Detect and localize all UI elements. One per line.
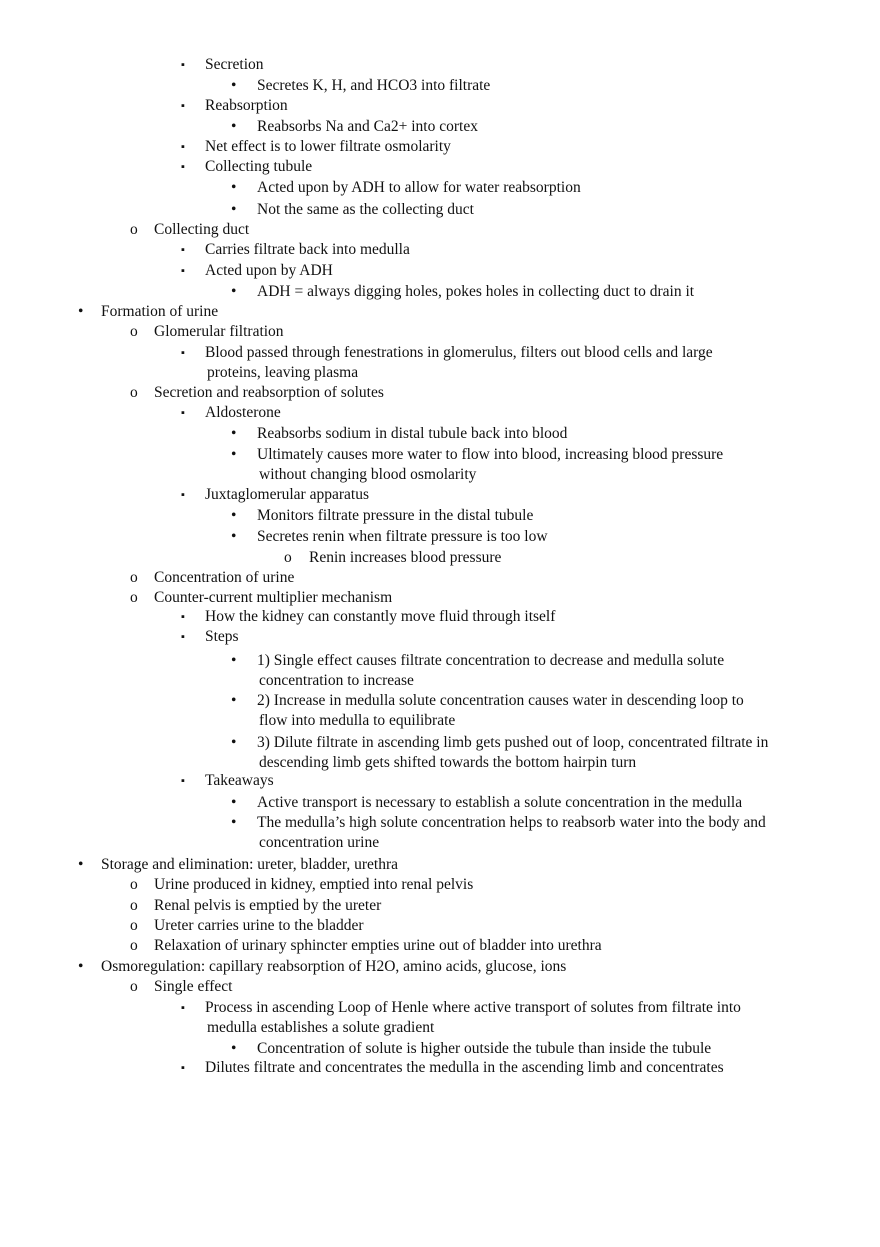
list-item-line: Not the same as the collecting duct — [257, 201, 474, 218]
bullet-marker: • — [231, 814, 237, 831]
list-item-line: 3) Dilute filtrate in ascending limb gets pushed out of loop, concentrated filtrate in — [257, 734, 769, 751]
list-item-text — [154, 916, 364, 936]
bullet-marker: • — [231, 179, 237, 196]
list-item-text — [257, 506, 533, 526]
bullet-marker: • — [78, 958, 84, 975]
list-item-text — [257, 178, 581, 198]
list-item-line: Formation of urine — [101, 303, 219, 320]
list-item-line: Acted upon by ADH to allow for water reabsorption — [257, 179, 581, 196]
square-marker: ▪ — [181, 1062, 185, 1074]
list-item-line: Ureter carries urine to the bladder — [154, 917, 364, 934]
list-item-text — [154, 220, 249, 240]
list-item-text — [205, 240, 410, 260]
circle-marker: o — [130, 876, 138, 893]
bullet-marker: • — [231, 77, 237, 94]
square-marker: ▪ — [181, 611, 185, 623]
bullet-marker: • — [231, 734, 237, 751]
list-item-text — [101, 302, 218, 322]
list-item-line: Glomerular filtration — [154, 323, 284, 340]
list-item-text — [257, 651, 724, 691]
square-marker: ▪ — [181, 161, 185, 173]
bullet-marker: • — [231, 201, 237, 218]
list-item-text — [257, 282, 694, 302]
list-item-line: The medulla’s high solute concentration helps to reabsorb water into the body and — [257, 814, 766, 831]
list-item-line: Reabsorption — [205, 97, 288, 114]
bullet-marker: • — [231, 1040, 237, 1057]
list-item-line: Ultimately causes more water to flow into blood, increasing blood pressure — [257, 446, 724, 463]
list-item-text — [205, 55, 264, 75]
list-item-text — [205, 261, 333, 281]
list-item-text — [257, 117, 478, 137]
list-item-line: Renal pelvis is emptied by the ureter — [154, 897, 382, 914]
list-item-line: Urine produced in kidney, emptied into renal pelvis — [154, 876, 474, 893]
list-item-text — [154, 977, 232, 997]
list-item-continuation: concentration to increase — [259, 672, 414, 689]
list-item-text — [205, 627, 239, 647]
bullet-marker: • — [231, 794, 237, 811]
list-item-line: Secretion and reabsorption of solutes — [154, 384, 384, 401]
list-item-line: Counter-current multiplier mechanism — [154, 589, 393, 606]
circle-marker: o — [130, 917, 138, 934]
list-item-line: 2) Increase in medulla solute concentration causes water in descending loop to — [257, 692, 744, 709]
list-item-text — [257, 1039, 711, 1059]
list-item-line: Active transport is necessary to establish a solute concentration in the medulla — [257, 794, 743, 811]
circle-marker: o — [130, 323, 138, 340]
list-item-line: Secretion — [205, 56, 264, 73]
list-item-line: Concentration of urine — [154, 569, 295, 586]
bullet-marker: • — [231, 118, 237, 135]
circle-marker: o — [130, 384, 138, 401]
list-item-line: Takeaways — [205, 772, 274, 789]
list-item-text — [257, 691, 744, 731]
square-marker: ▪ — [181, 100, 185, 112]
list-item-text — [257, 76, 490, 96]
list-item-line: Collecting tubule — [205, 158, 313, 175]
bullet-marker: • — [78, 303, 84, 320]
bullet-marker: • — [231, 283, 237, 300]
bullet-marker: • — [231, 692, 237, 709]
list-item-text — [257, 424, 567, 444]
list-item-text — [205, 96, 288, 116]
list-item-line: Carries filtrate back into medulla — [205, 241, 410, 258]
list-item-line: Process in ascending Loop of Henle where active transport of solutes from filtrate into — [205, 999, 741, 1016]
list-item-text — [154, 322, 284, 342]
list-item-text — [205, 485, 369, 505]
list-item-line: Aldosterone — [205, 404, 281, 421]
bullet-marker: • — [231, 652, 237, 669]
bullet-marker: • — [231, 425, 237, 442]
list-item-text — [154, 568, 294, 588]
circle-marker: o — [130, 569, 138, 586]
list-item-line: Juxtaglomerular apparatus — [205, 486, 369, 503]
square-marker: ▪ — [181, 265, 185, 277]
square-marker: ▪ — [181, 141, 185, 153]
list-item-text — [205, 607, 555, 627]
list-item-line: Concentration of solute is higher outside the tubule than inside the tubule — [257, 1040, 712, 1057]
list-item-line: Reabsorbs sodium in distal tubule back into blood — [257, 425, 568, 442]
list-item-text — [205, 137, 451, 157]
square-marker: ▪ — [181, 244, 185, 256]
square-marker: ▪ — [181, 775, 185, 787]
list-item-line: Osmoregulation: capillary reabsorption of H2O, amino acids, glucose, ions — [101, 958, 567, 975]
list-item-line: Storage and elimination: ureter, bladder, urethra — [101, 856, 399, 873]
circle-marker: o — [130, 937, 138, 954]
bullet-marker: • — [231, 507, 237, 524]
list-item-text — [257, 793, 742, 813]
circle-marker: o — [284, 549, 292, 566]
bullet-marker: • — [231, 528, 237, 545]
list-item-text — [205, 343, 713, 383]
list-item-text — [154, 875, 473, 895]
list-item-text — [257, 813, 766, 853]
list-item-text — [154, 936, 602, 956]
list-item-continuation: flow into medulla to equilibrate — [259, 712, 456, 729]
list-item-text — [205, 998, 741, 1038]
list-item-line: 1) Single effect causes filtrate concentration to decrease and medulla solute — [257, 652, 725, 669]
list-item-text — [257, 527, 548, 547]
square-marker: ▪ — [181, 407, 185, 419]
square-marker: ▪ — [181, 59, 185, 71]
list-item-text — [154, 383, 384, 403]
square-marker: ▪ — [181, 1002, 185, 1014]
list-item-continuation: concentration urine — [259, 834, 380, 851]
list-item-line: Secretes K, H, and HCO3 into filtrate — [257, 77, 491, 94]
list-item-continuation: medulla establishes a solute gradient — [207, 1019, 435, 1036]
square-marker: ▪ — [181, 347, 185, 359]
list-item-continuation: proteins, leaving plasma — [207, 364, 359, 381]
list-item-line: Blood passed through fenestrations in glomerulus, filters out blood cells and large — [205, 344, 713, 361]
list-item-line: Reabsorbs Na and Ca2+ into cortex — [257, 118, 478, 135]
list-item-text — [257, 733, 768, 773]
square-marker: ▪ — [181, 489, 185, 501]
square-marker: ▪ — [181, 631, 185, 643]
list-item-text — [309, 548, 501, 568]
list-item-line: Single effect — [154, 978, 233, 995]
list-item-line: Acted upon by ADH — [205, 262, 333, 279]
circle-marker: o — [130, 221, 138, 238]
list-item-line: How the kidney can constantly move fluid through itself — [205, 608, 556, 625]
list-item-line: Steps — [205, 628, 239, 645]
list-item-line: Dilutes filtrate and concentrates the medulla in the ascending limb and concentrates — [205, 1059, 724, 1076]
list-item-text — [101, 957, 566, 977]
list-item-text — [205, 403, 281, 423]
list-item-text — [205, 1058, 724, 1078]
list-item-text — [154, 588, 392, 608]
circle-marker: o — [130, 897, 138, 914]
list-item-line: Secretes renin when filtrate pressure is too low — [257, 528, 548, 545]
list-item-continuation: descending limb gets shifted towards the bottom hairpin turn — [259, 754, 637, 771]
list-item-line: Collecting duct — [154, 221, 250, 238]
circle-marker: o — [130, 589, 138, 606]
bullet-marker: • — [78, 856, 84, 873]
list-item-text — [205, 157, 312, 177]
list-item-line: Relaxation of urinary sphincter empties urine out of bladder into urethra — [154, 937, 602, 954]
list-item-text — [257, 445, 723, 485]
list-item-text — [205, 771, 274, 791]
circle-marker: o — [130, 978, 138, 995]
list-item-line: Monitors filtrate pressure in the distal tubule — [257, 507, 534, 524]
list-item-line: ADH = always digging holes, pokes holes in collecting duct to drain it — [257, 283, 695, 300]
list-item-line: Net effect is to lower filtrate osmolarity — [205, 138, 451, 155]
list-item-text — [154, 896, 381, 916]
bullet-marker: • — [231, 446, 237, 463]
list-item-line: Renin increases blood pressure — [309, 549, 502, 566]
list-item-text — [101, 855, 398, 875]
list-item-text — [257, 200, 474, 220]
list-item-continuation: without changing blood osmolarity — [259, 466, 477, 483]
